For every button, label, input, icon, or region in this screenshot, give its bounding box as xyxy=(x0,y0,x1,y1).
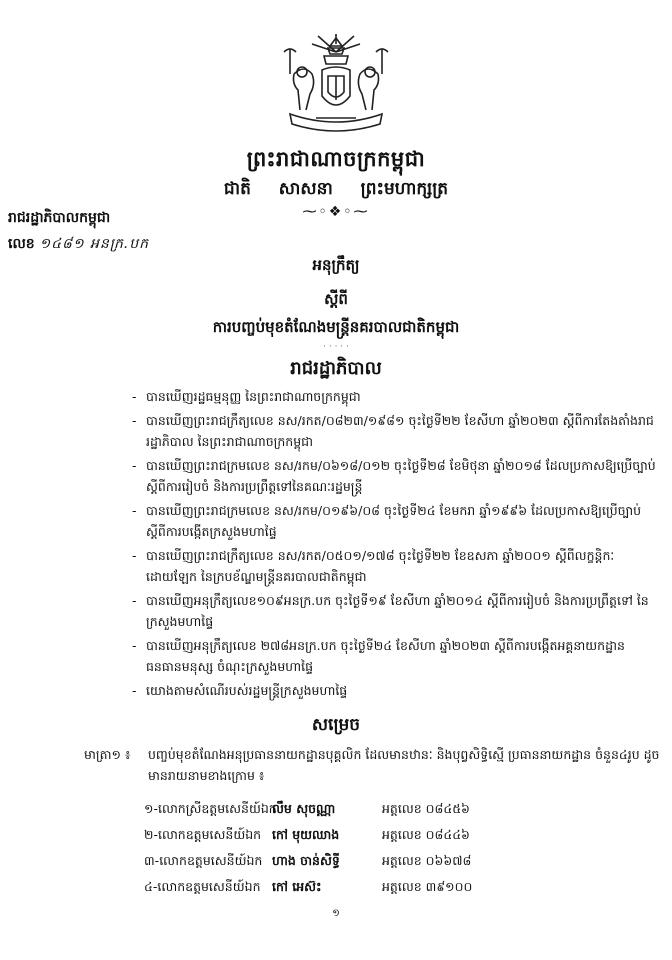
number-label: លេខ xyxy=(8,236,35,252)
officer-id: អត្តលេខ ០៨៤៤៦ xyxy=(382,827,470,842)
list-item: - បានឃើញអនុក្រឹត្យលេខ ២៧៨អនក្រ.បក ចុះថ្ងៃទី២៤ ខែសីហា ឆ្នាំ២០២៣ ស្តីពីការបង្កើតអគ្គនាយកដ្ឋានធនធានមនុស្ស ចំណុះក្រសួងមហាផ្ទៃ xyxy=(132,637,625,674)
list-item xyxy=(144,796,564,822)
list-item xyxy=(144,848,564,874)
list-item xyxy=(144,822,564,848)
issuing-government: រាជរដ្ឋាភិបាលកម្ពុជា xyxy=(8,210,111,226)
ornament-divider: ⁓◦❖◦⁓ xyxy=(302,204,370,220)
officer-name: កៅ មុយឈាង xyxy=(272,827,340,842)
authority-heading: រាជរដ្ឋាភិបាល xyxy=(290,358,382,379)
list-item: - បានឃើញរដ្ឋធម្មនុញ្ញ នៃព្រះរាជាណាចក្រកម្ពុជា xyxy=(132,389,361,404)
list-item xyxy=(144,874,564,900)
handwritten-number: ១៤៨១ អនក្រ.បក xyxy=(39,236,150,252)
officer-rank: ២-លោកឧត្តមសេនីយ៍ឯក xyxy=(144,827,262,842)
officer-id: អត្តលេខ ០៦៦៧៨ xyxy=(382,853,472,868)
officer-id: អត្តលេខ ៣៩១០០ xyxy=(382,879,473,894)
document-subject: ការបញ្ចប់មុខតំណែងមន្ត្រីនគរបាលជាតិកម្ពុជា xyxy=(212,318,460,336)
article-text: បញ្ចប់មុខតំណែងអនុប្រធាននាយកដ្ឋានបុគ្គលិក ដែលមានឋានៈ និងបុព្វសិទ្ធិស្មើ ប្រធាននាយកដ្ឋាន ចំនួន៤រូប ដូចមានរាយនាមខាងក្រោម ៖ xyxy=(148,747,660,783)
document-on: ស្តីពី xyxy=(324,290,348,308)
decision-heading: សម្រេច xyxy=(311,715,361,735)
list-item: - បានឃើញព្រះរាជក្រឹត្យលេខ នស/រកត/០៨២៣/១៩៨១ ចុះថ្ងៃទី២២ ខែសីហា ឆ្នាំ២០២៣ ស្តីពីការតែងតាំងរាជរដ្ឋាភិបាល នៃព្រះរាជាណាចក្រកម្ពុជា xyxy=(132,412,654,449)
list-item: - បានឃើញអនុក្រឹត្យលេខ១០៩អនក្រ.បក ចុះថ្ងៃទី១៩ ខែសីហា ឆ្នាំ២០១៤ ស្តីពីការរៀបចំ និងការប្រព្រឹត្តទៅ នៃក្រសួងមហាផ្ទៃ xyxy=(132,592,649,629)
officer-name: លឹម សុចណ្ណា xyxy=(272,801,336,816)
page-number: ១ xyxy=(332,908,340,919)
officer-rank: ៤-លោកឧត្តមសេនីយ៍ឯក xyxy=(144,879,261,894)
list-item: - យោងតាមសំណើរបស់រដ្ឋមន្ត្រីក្រសួងមហាផ្ទៃ xyxy=(132,682,348,698)
officer-rank: ១-លោកស្រីឧត្តមសេនីយ៍ឯក xyxy=(144,801,277,816)
officer-name: កៅ អេស៊ះ xyxy=(272,879,322,894)
officer-name: ហាង ចាន់សិទ្ធី xyxy=(272,853,340,868)
officers-list xyxy=(144,796,564,900)
kingdom-title: ព្រះរាជាណាចក្រកម្ពុជា xyxy=(246,147,426,171)
list-item: - បានឃើញព្រះរាជក្រមលេខ នស/រកម/០១៩៦/០៨ ចុះថ្ងៃទី២៤ ខែមករា ឆ្នាំ១៩៩៦ ដែលប្រកាសឱ្យប្រើច្បាប់ស្តីពីការបង្កើតក្រសួងមហាផ្ទៃ xyxy=(132,502,642,539)
document-type: អនុក្រឹត្យ xyxy=(312,256,360,274)
list-item: - បានឃើញព្រះរាជក្រឹត្យលេខ នស/រកត/០៥០១/១៧៨ ចុះថ្ងៃទី២២ ខែឧសភា ឆ្នាំ២០០១ ស្តីពីលក្ខន្តិកៈដោយឡែក នៃក្របខ័ណ្ឌមន្ត្រីនគរបាលជាតិកម្ពុជា xyxy=(132,547,615,584)
title-separator: · · · · · xyxy=(323,342,349,352)
officer-id: អត្តលេខ ០៨៤៥៦ xyxy=(382,801,470,816)
royal-coat-of-arms-icon xyxy=(276,30,396,140)
list-item: - បានឃើញព្រះរាជក្រមលេខ នស/រកម/០៦១៨/០១២ ចុះថ្ងៃទី២៨ ខែមិថុនា ឆ្នាំ២០១៨ ដែលប្រកាសឱ្យប្រើច្បាប់ស្តីពីការរៀបចំ និងការប្រព្រឹត្តទៅនៃគណៈរដ្ឋមន្ត្រី xyxy=(132,457,656,494)
article-label: មាត្រា១ ៖ xyxy=(84,747,131,762)
document-number xyxy=(8,234,149,255)
considerations-list xyxy=(132,386,658,703)
officer-rank: ៣-លោកឧត្តមសេនីយ៍ឯក xyxy=(144,853,263,868)
national-motto: ជាតិ សាសនា ព្រះមហាក្សត្រ xyxy=(223,179,449,199)
